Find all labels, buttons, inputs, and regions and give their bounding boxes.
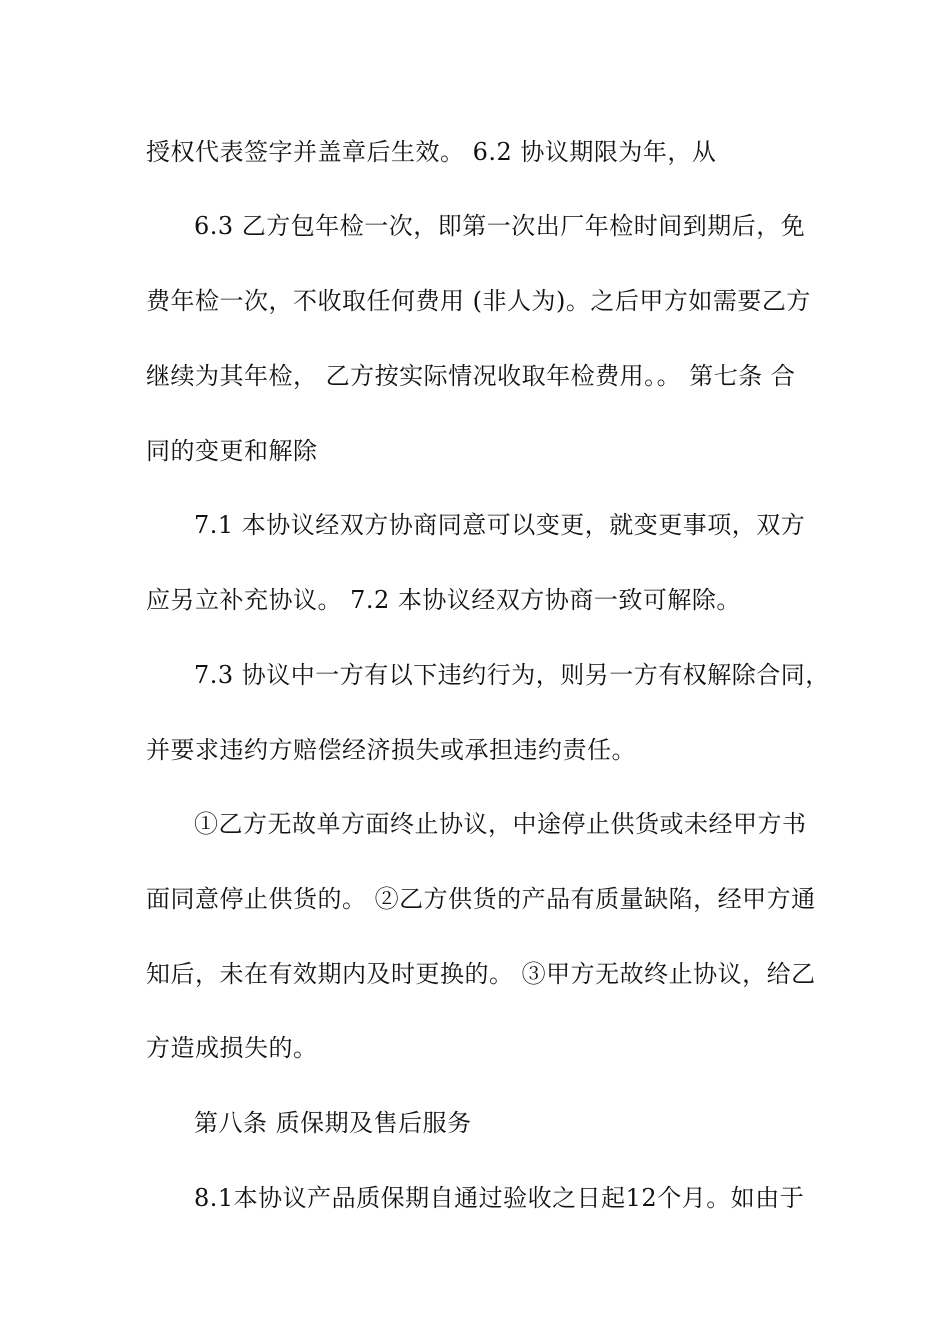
paragraph-line: ①乙方无故单方面终止协议，中途停止供货或未经甲方书 bbox=[194, 810, 807, 838]
paragraph-line: 费年检一次，不收取任何费用 (非人为)。之后甲方如需要乙方 bbox=[146, 287, 811, 315]
paragraph-line: 6.3 乙方包年检一次，即第一次出厂年检时间到期后，免 bbox=[194, 212, 806, 240]
paragraph-line: 8.1本协议产品质保期自通过验收之日起12个月。如由于 bbox=[194, 1184, 805, 1212]
paragraph-line: 方造成损失的。 bbox=[146, 1034, 318, 1062]
section-heading: 第八条 质保期及售后服务 bbox=[194, 1109, 472, 1137]
paragraph-line: 7.1 本协议经双方协商同意可以变更，就变更事项，双方 bbox=[194, 511, 806, 539]
paragraph-line: 应另立补充协议。 7.2 本协议经双方协商一致可解除。 bbox=[146, 586, 741, 614]
paragraph-line: 继续为其年检， 乙方按实际情况收取年检费用。。 第七条 合 bbox=[146, 362, 796, 390]
paragraph-line: 面同意停止供货的。 ②乙方供货的产品有质量缺陷，经甲方通 bbox=[146, 885, 816, 913]
paragraph-line: 7.3 协议中一方有以下违约行为，则另一方有权解除合同， bbox=[194, 661, 830, 689]
paragraph-line: 并要求违约方赔偿经济损失或承担违约责任。 bbox=[146, 736, 636, 764]
paragraph-line: 知后，未在有效期内及时更换的。 ③甲方无故终止协议，给乙 bbox=[146, 960, 816, 988]
paragraph-line: 同的变更和解除 bbox=[146, 437, 318, 465]
paragraph-line: 授权代表签字并盖章后生效。 6.2 协议期限为年，从 bbox=[146, 138, 717, 166]
